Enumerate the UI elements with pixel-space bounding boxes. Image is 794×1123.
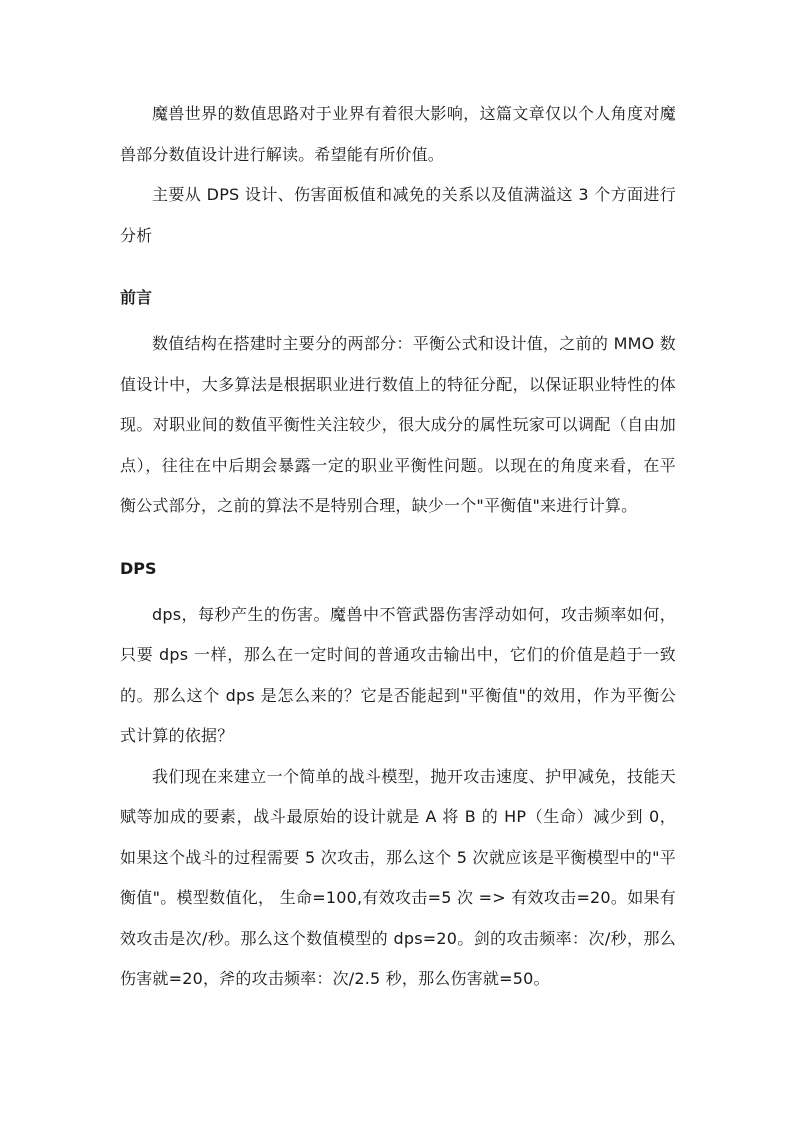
dps-paragraph-1: dps，每秒产生的伤害。魔兽中不管武器伤害浮动如何，攻击频率如何，只要 dps 一样，那么在一定时间的普通攻击输出中，它们的价值是趋于一致的。那么这个 dps 是怎么来的？它是否能起到"平衡值"的效用，作为平衡公式计算的依据？	[120, 604, 676, 745]
intro-paragraph-2: 主要从 DPS 设计、伤害面板值和减免的关系以及值满溢这 3 个方面进行分析	[120, 185, 676, 245]
preface-paragraph: 数值结构在搭建时主要分的两部分：平衡公式和设计值，之前的 MMO 数值设计中，大多算法是根据职业进行数值上的特征分配，以保证职业特性的体现。对职业间的数值平衡性关注较少，很大成分的属性玩家可以调配（自由加点），往往在中后期会暴露一定的职业平衡性问题。以现在的角度来看，在平衡公式部分，之前的算法不是特别合理，缺少一个"平衡值"来进行计算。	[120, 334, 676, 515]
dps-heading: DPS	[120, 558, 157, 578]
intro-paragraph-1: 魔兽世界的数值思路对于业界有着很大影响，这篇文章仅以个人角度对魔兽部分数值设计进行解读。希望能有所价值。	[120, 104, 676, 164]
dps-paragraph-2: 我们现在来建立一个简单的战斗模型，抛开攻击速度、护甲减免，技能天赋等加成的要素，战斗最原始的设计就是 A 将 B 的 HP（生命）减少到 0，如果这个战斗的过程需要 5 次攻击，那么这个 5 次就应该是平衡模型中的"平衡值"。模型数值化， 生命=100,有效攻击=5 次 => 有效攻击=20。如果有效攻击是次/秒。那么这个数值模型的 dps=20。剑的攻击频率：次/秒，那么伤害就=20，斧的攻击频率：次/2.5 秒，那么伤害就=50。	[120, 766, 676, 988]
preface-heading: 前言	[120, 288, 153, 307]
document-page	[120, 94, 676, 1000]
